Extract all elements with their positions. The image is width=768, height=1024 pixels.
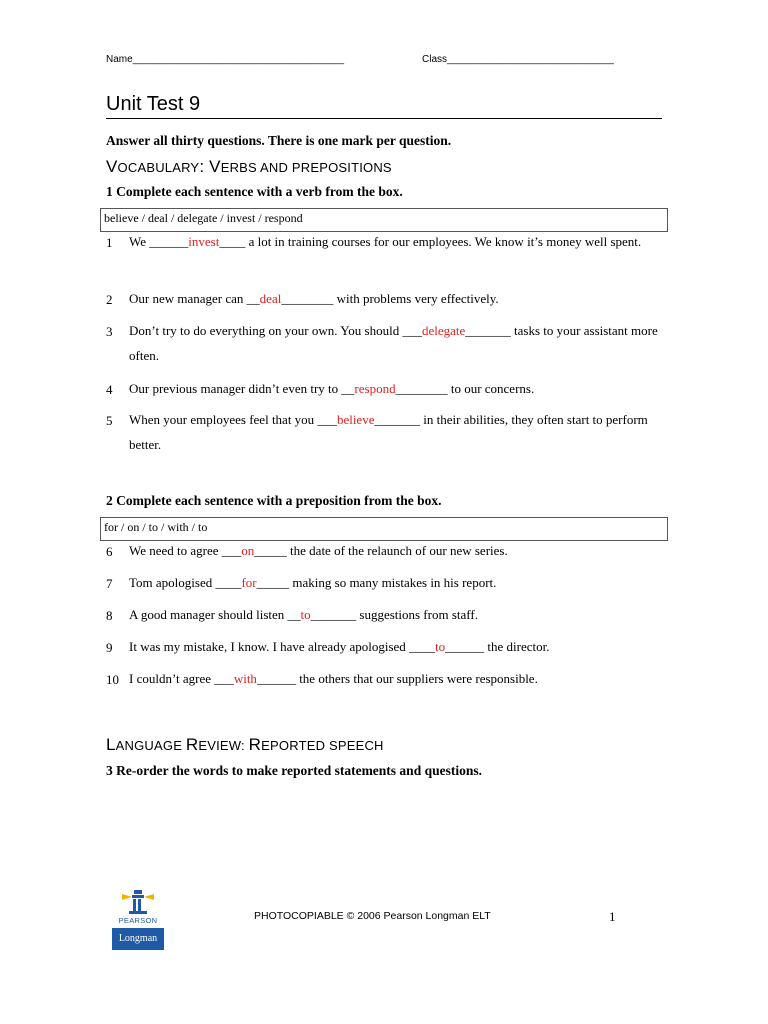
question-text: ________ to our concerns. <box>395 381 535 396</box>
section-heading-language-review <box>106 735 384 755</box>
answer-text: delegate <box>421 323 466 338</box>
name-field <box>106 54 344 65</box>
question-text: _______ suggestions from staff. <box>310 607 478 622</box>
answer-text: deal <box>259 291 282 306</box>
question-number: 8 <box>106 608 113 623</box>
question-5 <box>129 407 674 457</box>
heading-part: EVIEW: <box>198 738 249 753</box>
question-text: ______ the others that our suppliers were responsible. <box>256 671 538 686</box>
page-number: 1 <box>609 909 616 924</box>
exercise2-instruction: 2 Complete each sentence with a preposition from the box. <box>106 493 442 508</box>
answer-text: respond <box>354 381 396 396</box>
class-line: ______________________________ <box>447 54 614 65</box>
question-number: 7 <box>106 576 113 591</box>
question-10 <box>129 666 674 691</box>
question-number: 5 <box>106 413 113 428</box>
question-text: It was my mistake, I know. I have already apologised ____ <box>129 639 436 654</box>
question-6 <box>129 538 674 563</box>
heading-part: V <box>106 157 118 176</box>
question-text: We need to agree ___ <box>129 543 242 558</box>
question-8 <box>129 602 674 627</box>
heading-part: R <box>185 735 199 754</box>
title-rule <box>106 118 662 119</box>
question-text: ____ a lot in training courses for our employees. We know it’s money well spent. <box>219 234 642 249</box>
question-text: I couldn’t agree ___ <box>129 671 234 686</box>
heading-part: L <box>106 735 116 754</box>
question-text: ______ the director. <box>445 639 550 654</box>
class-label: Class <box>422 54 448 65</box>
question-text: _______ tasks to your assistant more often. <box>129 323 658 363</box>
answer-text: to <box>435 639 446 654</box>
answer-text: with <box>233 671 257 686</box>
question-number: 2 <box>106 292 113 307</box>
name-label: Name <box>106 54 133 65</box>
lighthouse-icon <box>112 888 164 916</box>
question-number: 3 <box>106 324 113 339</box>
question-text: When your employees feel that you ___ <box>129 412 337 427</box>
exercise1-instruction: 1 Complete each sentence with a verb from the box. <box>106 184 403 199</box>
section-heading-vocabulary <box>106 157 392 177</box>
exercise3-instruction: 3 Re-order the words to make reported statements and questions. <box>106 763 482 778</box>
heading-part: EPORTED SPEECH <box>261 738 384 753</box>
question-text: Don’t try to do everything on your own. You should ___ <box>129 323 422 338</box>
question-text: We ______ <box>129 234 189 249</box>
question-number: 1 <box>106 235 113 250</box>
question-2 <box>129 286 674 311</box>
pearson-longman-logo <box>112 888 164 952</box>
question-number: 6 <box>106 544 113 559</box>
heading-part: ERBS AND PREPOSITIONS <box>220 160 392 175</box>
question-text: ________ with problems very effectively. <box>281 291 499 306</box>
heading-part: OCABULARY <box>117 160 200 175</box>
answer-text: invest <box>188 234 220 249</box>
logo-pearson-text: PEARSON <box>118 916 158 925</box>
answer-text: believe <box>336 412 375 427</box>
question-text: A good manager should listen __ <box>129 607 301 622</box>
answer-text: to <box>300 607 311 622</box>
question-text: _____ making so many mistakes in his report. <box>256 575 497 590</box>
word-box-text: for / on / to / with / to <box>104 520 208 534</box>
answer-text: on <box>241 543 255 558</box>
question-1 <box>129 229 674 254</box>
question-text: _______ in their abilities, they often start to perform better. <box>129 412 648 452</box>
question-text: Tom apologised ____ <box>129 575 242 590</box>
heading-part: R <box>248 735 262 754</box>
heading-part: V <box>209 157 221 176</box>
heading-part: ANGUAGE <box>115 738 186 753</box>
page-title: Unit Test 9 <box>106 93 201 115</box>
question-number: 9 <box>106 640 113 655</box>
question-text: Our new manager can __ <box>129 291 260 306</box>
question-7 <box>129 570 674 595</box>
question-9 <box>129 634 674 659</box>
question-3 <box>129 318 674 368</box>
question-4 <box>129 376 674 401</box>
copyright-notice: PHOTOCOPIABLE © 2006 Pearson Longman ELT <box>254 910 491 922</box>
word-box-text: believe / deal / delegate / invest / respond <box>104 211 303 225</box>
logo-longman-text: Longman <box>112 928 164 950</box>
answer-text: for <box>241 575 257 590</box>
class-field <box>422 54 614 65</box>
question-text: Our previous manager didn’t even try to __ <box>129 381 355 396</box>
question-number: 4 <box>106 382 113 397</box>
heading-part: : <box>199 157 210 176</box>
question-text: _____ the date of the relaunch of our new series. <box>254 543 508 558</box>
name-line: ______________________________________ <box>132 54 345 65</box>
intro-instruction: Answer all thirty questions. There is one mark per question. <box>106 133 452 148</box>
question-number: 10 <box>106 672 119 687</box>
